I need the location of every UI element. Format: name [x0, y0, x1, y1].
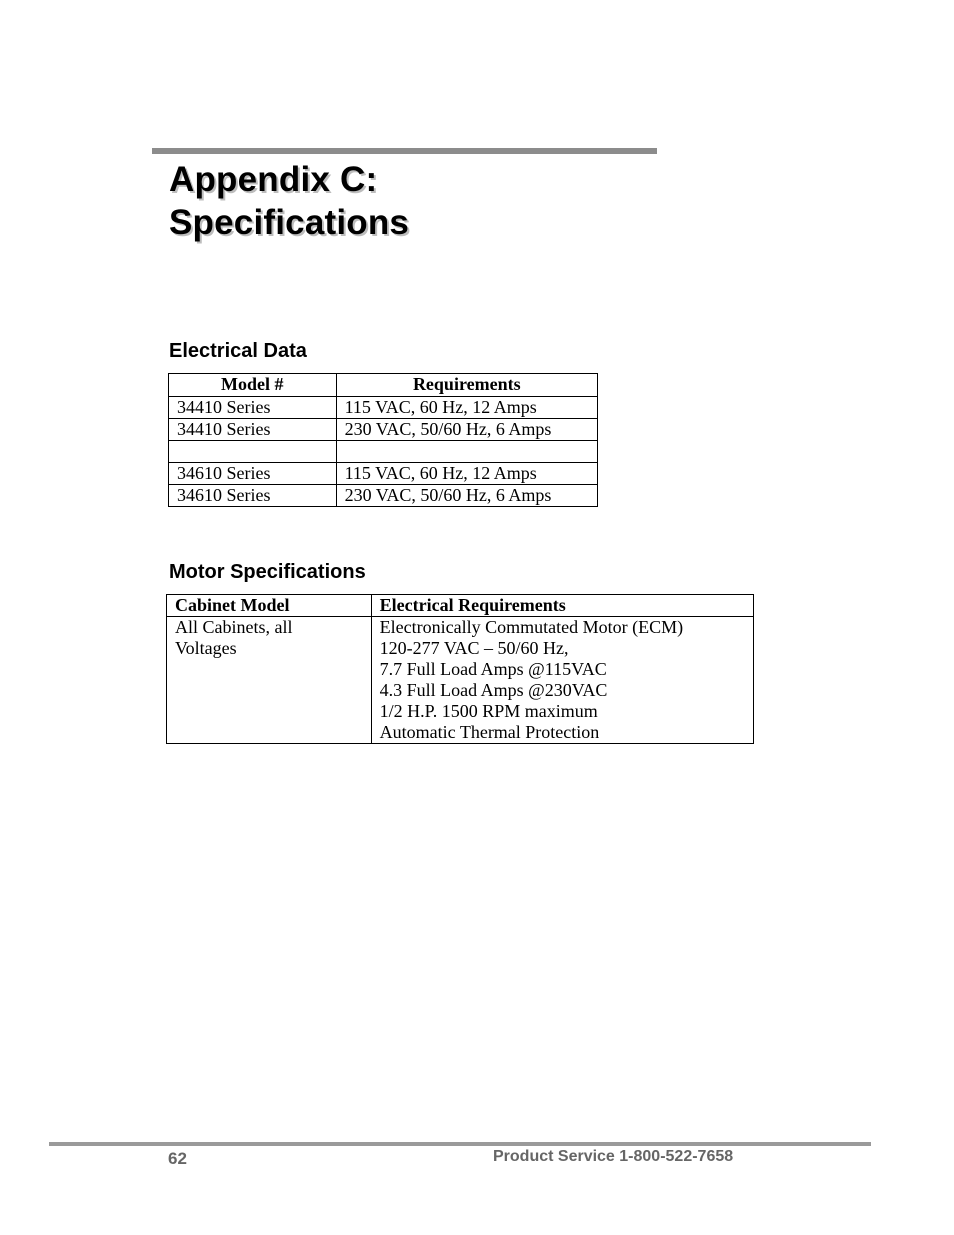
cabinet-line: Voltages: [175, 638, 237, 658]
table-row: [167, 617, 754, 744]
column-header-electrical-requirements: Electrical Requirements: [371, 595, 753, 617]
table-row: [169, 463, 598, 485]
footer-rule: [49, 1142, 871, 1146]
requirement-line: Automatic Thermal Protection: [379, 722, 600, 742]
electrical-data-table: [168, 373, 598, 507]
requirement-line: 4.3 Full Load Amps @230VAC: [379, 680, 608, 700]
model-cell: 34610 Series: [169, 485, 337, 507]
column-header-model: Model #: [169, 374, 337, 397]
model-cell: [169, 441, 337, 463]
table-row: [169, 441, 598, 463]
requirement-line: 120-277 VAC – 50/60 Hz,: [379, 638, 569, 658]
electrical-requirements-cell: [371, 617, 753, 744]
cabinet-model-cell: [167, 617, 372, 744]
model-cell: 34410 Series: [169, 397, 337, 419]
page-title-line-1: Appendix C:: [169, 160, 378, 199]
requirements-cell: [336, 441, 597, 463]
requirements-cell: 230 VAC, 50/60 Hz, 6 Amps: [336, 485, 597, 507]
top-rule: [152, 148, 657, 154]
motor-specifications-heading: Motor Specifications: [169, 561, 366, 583]
model-cell: 34410 Series: [169, 419, 337, 441]
table-row: [169, 485, 598, 507]
table-row: [169, 397, 598, 419]
page-title: [169, 158, 409, 244]
table-row: [169, 419, 598, 441]
requirements-cell: 115 VAC, 60 Hz, 12 Amps: [336, 397, 597, 419]
page-title-line-2: Specifications: [169, 203, 410, 242]
requirement-line: 1/2 H.P. 1500 RPM maximum: [379, 701, 598, 721]
table-header-row: [169, 374, 598, 397]
page-number: 62: [168, 1149, 187, 1168]
table-header-row: [167, 595, 754, 617]
cabinet-line: All Cabinets, all: [175, 617, 293, 637]
model-cell: 34610 Series: [169, 463, 337, 485]
column-header-requirements: Requirements: [336, 374, 597, 397]
requirements-cell: 230 VAC, 50/60 Hz, 6 Amps: [336, 419, 597, 441]
column-header-cabinet-model: Cabinet Model: [167, 595, 372, 617]
motor-specifications-table: [166, 594, 754, 744]
electrical-data-heading: Electrical Data: [169, 340, 307, 362]
product-service-phone: Product Service 1-800-522-7658: [493, 1148, 734, 1165]
requirements-cell: 115 VAC, 60 Hz, 12 Amps: [336, 463, 597, 485]
requirement-line: Electronically Commutated Motor (ECM): [379, 617, 684, 637]
requirement-line: 7.7 Full Load Amps @115VAC: [379, 659, 607, 679]
